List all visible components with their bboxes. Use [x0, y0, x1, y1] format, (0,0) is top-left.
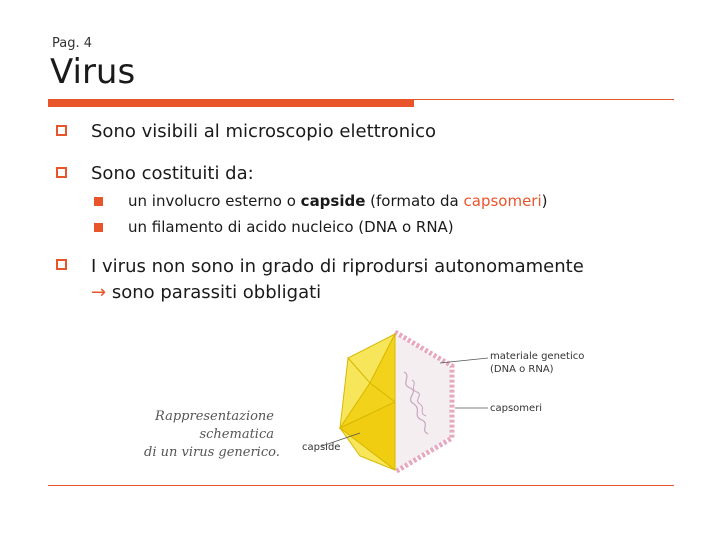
bullet-text-2: Sono costituiti da: [91, 163, 254, 184]
figure-caption [144, 408, 280, 462]
label-capsomeri: capsomeri [490, 403, 543, 414]
page-number: Pag. 4 [52, 36, 93, 51]
capside-term: capside [300, 192, 366, 210]
title-divider-line [414, 99, 674, 100]
square-bullet-icon [56, 125, 67, 136]
sub-bullet-1-prefix: un involucro esterno o [128, 192, 301, 210]
capsomeri-term: capsomeri [463, 192, 542, 210]
arrow-icon: → [91, 282, 107, 303]
footer-divider-line [48, 485, 674, 486]
label-dna-rna: (DNA o RNA) [490, 364, 554, 375]
leader-genetic [440, 358, 488, 363]
sub-bullet-text-2: un filamento di acido nucleico (DNA o RNA) [128, 218, 454, 236]
filled-square-bullet-icon [94, 223, 103, 232]
sub-bullet-1-middle: (formato da [365, 192, 464, 210]
bullet-text-3-line-1: I virus non sono in grado di riprodursi autonomamente [91, 256, 584, 277]
caption-line-2: schematica [199, 427, 274, 442]
bullet-3-conclusion: sono parassiti obbligati [111, 282, 322, 303]
slide-title: Virus [50, 52, 136, 92]
bullet-text-1: Sono visibili al microscopio elettronico [91, 121, 437, 142]
filled-square-bullet-icon [94, 197, 103, 206]
square-bullet-icon [56, 259, 67, 270]
caption-line-1: Rappresentazione [155, 409, 274, 424]
sub-bullet-text-1 [128, 192, 548, 210]
capsid-interior [395, 334, 450, 470]
title-accent-bar [48, 99, 414, 107]
virus-illustration [300, 328, 500, 478]
bullet-text-3-line-2 [91, 282, 321, 303]
label-capside: capside [302, 442, 341, 453]
label-genetic-material: materiale genetico [490, 351, 585, 362]
sub-bullet-1-suffix: ) [541, 192, 548, 210]
caption-line-3: di un virus generico. [144, 445, 280, 460]
square-bullet-icon [56, 167, 67, 178]
